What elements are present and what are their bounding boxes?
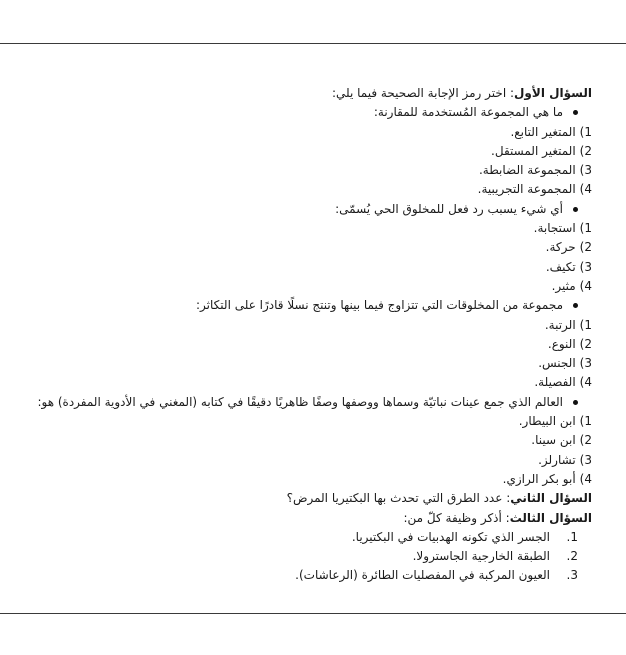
option-number: 3) — [579, 163, 592, 178]
option-number: 2) — [579, 433, 592, 448]
bullet-icon — [573, 303, 578, 308]
option-text: ابن سينا. — [531, 433, 576, 448]
option-number: 3) — [579, 452, 592, 467]
option-text: النوع. — [547, 336, 576, 351]
q1-item-3-option-2 — [14, 335, 592, 354]
q1-item-2-option-3 — [14, 258, 592, 277]
q3-title: السؤال الثالث — [509, 510, 592, 525]
option-number: 4) — [579, 278, 592, 293]
stem-text: مجموعة من المخلوقات التي تتزاوج فيما بينها وتنتج نسلًا قادرًا على التكاثر: — [196, 298, 563, 313]
option-text: المجموعة التجريبية. — [477, 182, 576, 197]
option-number: 4) — [579, 182, 592, 197]
bullet-icon — [573, 400, 578, 405]
option-text: الجنس. — [538, 356, 576, 371]
option-number: 1) — [579, 414, 592, 429]
option-number: 2) — [579, 143, 592, 158]
bullet-icon — [573, 207, 578, 212]
bullet-icon — [573, 110, 578, 115]
q3-text: : أذكر وظيفة كلّ من: — [403, 510, 510, 525]
option-text: الفصيلة. — [534, 375, 576, 390]
option-number: 4) — [579, 471, 592, 486]
option-text: أبو بكر الرازي. — [502, 471, 576, 486]
q3-item-2 — [14, 547, 592, 566]
option-text: ابن البيطار. — [518, 414, 576, 429]
stem-text: أي شيء يسبب رد فعل للمخلوق الحي يُسمّى: — [335, 201, 563, 216]
q1-item-1-stem — [14, 103, 592, 122]
option-text: المتغير التابع. — [510, 124, 576, 139]
q1-item-3-option-3 — [14, 354, 592, 373]
q1-item-2-option-4 — [14, 277, 592, 296]
item-text: الجسر الذي تكونه الهدبيات في البكتيريا. — [351, 529, 550, 544]
q1-title: السؤال الأول — [514, 86, 592, 100]
option-number: 1) — [579, 317, 592, 332]
q1-item-4-option-2 — [14, 431, 592, 450]
q1-header — [14, 84, 592, 103]
option-text: تكيف. — [545, 259, 576, 274]
q3-header — [14, 509, 592, 528]
q1-item-1-option-2 — [14, 142, 592, 161]
option-number: 2) — [579, 336, 592, 351]
q1-item-1-option-4 — [14, 180, 592, 199]
bottom-rule — [0, 613, 626, 614]
q1-item-4-option-1 — [14, 412, 592, 431]
q1-item-3-option-4 — [14, 373, 592, 392]
q1-item-2-option-1 — [14, 219, 592, 238]
stem-text: ما هي المجموعة المُستخدمة للمقارنة: — [373, 105, 563, 120]
item-number: 1. — [566, 529, 578, 544]
q1-item-4-option-3 — [14, 451, 592, 470]
option-number: 1) — [579, 221, 592, 236]
q2-header — [14, 489, 592, 508]
q1-item-3-option-1 — [14, 316, 592, 335]
q1-item-2-option-2 — [14, 238, 592, 257]
q3-item-1 — [14, 528, 592, 547]
option-number: 3) — [579, 356, 592, 371]
option-text: مثير. — [551, 278, 576, 293]
option-number: 2) — [579, 240, 592, 255]
q1-instruction: : اختر رمز الإجابة الصحيحة فيما يلي: — [331, 86, 515, 100]
q2-text: : عدد الطرق التي تحدث بها البكتيريا المرض؟ — [286, 491, 511, 506]
q1-item-3-stem — [14, 296, 592, 315]
option-number: 4) — [579, 375, 592, 390]
item-text: العيون المركبة في المفصليات الطائرة (الرعاشات). — [295, 568, 550, 583]
item-number: 2. — [566, 549, 578, 564]
q1-item-1-option-1 — [14, 123, 592, 142]
q1-item-4-stem — [14, 393, 592, 412]
stem-text: العالم الذي جمع عينات نباتيّة وسماها ووصفها وصفًا ظاهريًا دقيقًا في كتابه (المغني في الأدوية المفردة) هو: — [37, 394, 563, 409]
top-rule — [0, 43, 626, 44]
option-text: الرتبة. — [544, 317, 576, 332]
q1-item-2-stem — [14, 200, 592, 219]
option-text: المتغير المستقل. — [491, 143, 576, 158]
q1-item-1-option-3 — [14, 161, 592, 180]
option-text: حركة. — [545, 240, 576, 255]
option-number: 1) — [579, 124, 592, 139]
item-number: 3. — [566, 568, 578, 583]
item-text: الطبقة الخارجية الجاسترولا. — [412, 549, 550, 564]
option-text: المجموعة الضابطة. — [478, 163, 576, 178]
worksheet — [14, 84, 592, 586]
q3-item-3 — [14, 566, 592, 585]
option-number: 3) — [579, 259, 592, 274]
q2-title: السؤال الثاني — [510, 491, 592, 506]
option-text: تشارلز. — [538, 452, 576, 467]
q1-item-4-option-4 — [14, 470, 592, 489]
option-text: استجابة. — [533, 221, 576, 236]
